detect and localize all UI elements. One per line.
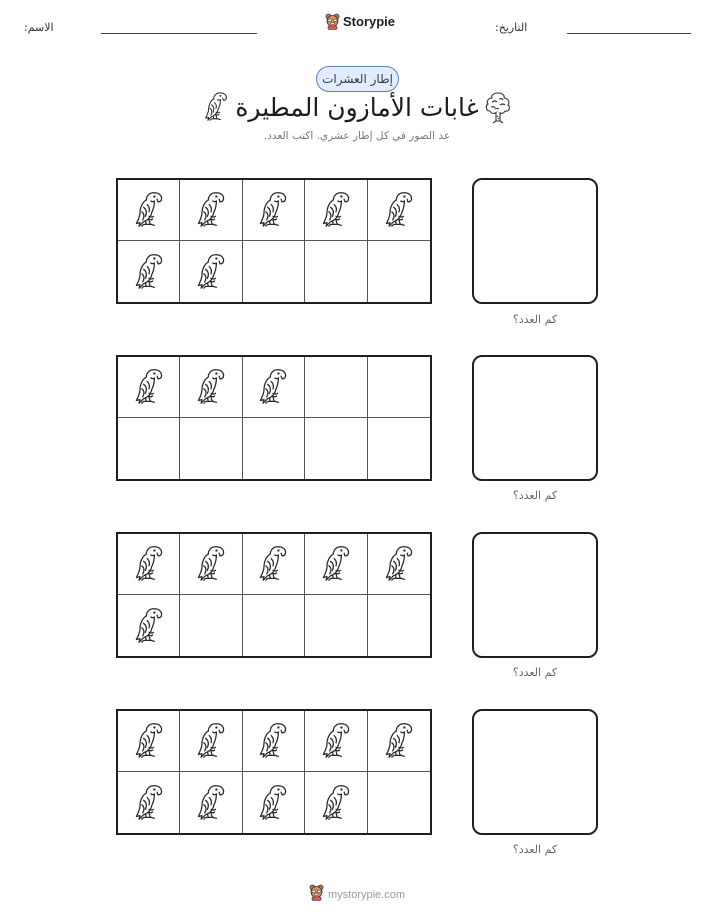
parrot-icon xyxy=(381,720,417,762)
frame-cell xyxy=(118,418,180,479)
frame-cell xyxy=(243,534,305,595)
name-label: الاسم: xyxy=(24,21,54,34)
parrot-icon xyxy=(131,543,167,585)
ten-frame xyxy=(116,355,432,481)
frame-cell xyxy=(368,241,430,302)
frame-cell xyxy=(243,180,305,241)
parrot-icon xyxy=(255,720,291,762)
frame-cell xyxy=(368,418,430,479)
frame-cell xyxy=(180,595,242,656)
parrot-icon xyxy=(318,720,354,762)
parrot-icon xyxy=(318,543,354,585)
frame-cell xyxy=(368,180,430,241)
frame-cell xyxy=(368,534,430,595)
ten-frame xyxy=(116,178,432,304)
parrot-icon xyxy=(255,782,291,824)
parrot-icon xyxy=(131,720,167,762)
frame-cell xyxy=(118,180,180,241)
frame-cell xyxy=(305,595,367,656)
parrot-icon xyxy=(193,720,229,762)
answer-box[interactable] xyxy=(472,532,598,658)
name-line[interactable] xyxy=(101,33,257,34)
parrot-icon xyxy=(193,782,229,824)
frame-cell xyxy=(180,180,242,241)
frame-cell xyxy=(243,241,305,302)
frame-cell xyxy=(368,595,430,656)
ten-frame xyxy=(116,709,432,835)
frame-cell xyxy=(305,180,367,241)
bear-icon xyxy=(309,884,324,905)
frame-cell xyxy=(368,357,430,418)
frame-cell xyxy=(243,711,305,772)
parrot-icon xyxy=(131,605,167,647)
frame-cell xyxy=(118,357,180,418)
parrot-icon xyxy=(255,543,291,585)
frame-cell xyxy=(180,711,242,772)
tree-icon xyxy=(482,90,514,128)
brand-logo xyxy=(325,13,395,30)
footer-link[interactable]: mystorypie.com xyxy=(327,888,406,901)
parrot-icon xyxy=(381,543,417,585)
parrot-icon xyxy=(381,189,417,231)
frame-cell xyxy=(243,357,305,418)
parrot-icon xyxy=(318,189,354,231)
frame-cell xyxy=(180,418,242,479)
question-label: كم العدد؟ xyxy=(512,843,558,856)
frame-cell xyxy=(118,241,180,302)
page-title: غابات الأمازون المطيرة xyxy=(235,93,479,122)
date-label: التاريخ: xyxy=(495,21,528,34)
parrot-icon xyxy=(193,251,229,293)
frame-cell xyxy=(118,772,180,833)
parrot-icon xyxy=(193,543,229,585)
frame-cell xyxy=(305,711,367,772)
parrot-icon xyxy=(131,366,167,408)
parrot-icon xyxy=(255,189,291,231)
answer-box[interactable] xyxy=(472,355,598,481)
frame-cell xyxy=(180,534,242,595)
bear-icon xyxy=(325,13,340,30)
frame-cell xyxy=(243,418,305,479)
topic-badge: إطار العشرات xyxy=(316,66,399,92)
answer-box[interactable] xyxy=(472,709,598,835)
frame-cell xyxy=(180,241,242,302)
parrot-icon xyxy=(255,366,291,408)
frame-cell xyxy=(243,595,305,656)
frame-cell xyxy=(180,772,242,833)
frame-cell xyxy=(118,534,180,595)
date-line[interactable] xyxy=(567,33,691,34)
frame-cell xyxy=(305,357,367,418)
frame-cell xyxy=(305,418,367,479)
frame-cell xyxy=(368,772,430,833)
frame-cell xyxy=(118,595,180,656)
question-label: كم العدد؟ xyxy=(512,313,558,326)
instructions: عد الصور في كل إطار عشري. اكتب العدد. xyxy=(263,130,451,142)
parrot-icon xyxy=(131,251,167,293)
question-label: كم العدد؟ xyxy=(512,666,558,679)
question-label: كم العدد؟ xyxy=(512,489,558,502)
parrot-icon xyxy=(131,189,167,231)
frame-cell xyxy=(305,772,367,833)
brand-name: Storypie xyxy=(343,14,396,29)
parrot-icon xyxy=(131,782,167,824)
frame-cell xyxy=(368,711,430,772)
frame-cell xyxy=(243,772,305,833)
frame-cell xyxy=(305,241,367,302)
parrot-icon xyxy=(318,782,354,824)
ten-frame xyxy=(116,532,432,658)
frame-cell xyxy=(118,711,180,772)
frame-cell xyxy=(180,357,242,418)
parrot-icon xyxy=(193,189,229,231)
parrot-icon xyxy=(193,366,229,408)
footer xyxy=(0,884,714,905)
answer-box[interactable] xyxy=(472,178,598,304)
frame-cell xyxy=(305,534,367,595)
